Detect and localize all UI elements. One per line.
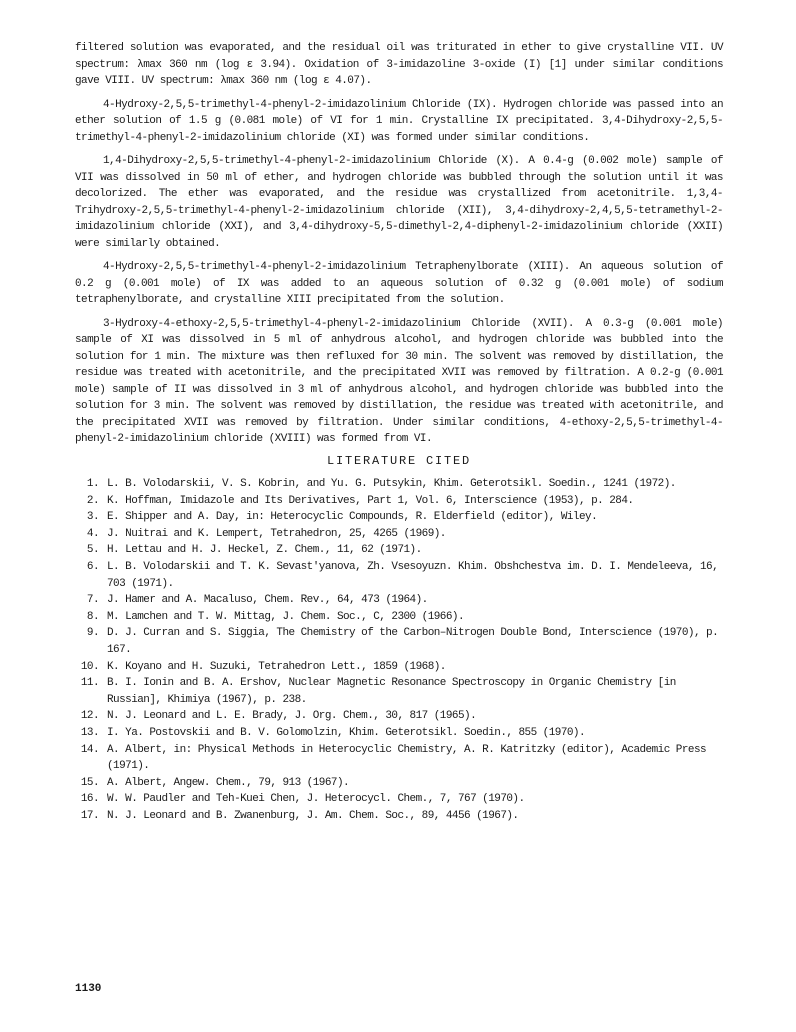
reference-item (75, 708, 723, 725)
reference-item (75, 592, 723, 609)
reference-text: J. Nuitrai and K. Lempert, Tetrahedron, 25, 4265 (1969). (107, 527, 446, 540)
reference-text: I. Ya. Postovskii and B. V. Golomolzin, Khim. Geterotsikl. Soedin., 855 (1970). (107, 726, 586, 739)
reference-number: 15. (80, 776, 99, 789)
reference-item (75, 775, 723, 792)
reference-list (75, 476, 723, 824)
reference-number: 16. (80, 793, 99, 806)
reference-text: A. Albert, Angew. Chem., 79, 913 (1967). (107, 776, 350, 789)
reference-number: 1. (86, 478, 99, 490)
reference-text: W. W. Paudler and Teh-Kuei Chen, J. Heterocycl. Chem., 7, 767 (1970). (107, 793, 525, 806)
paragraph: filtered solution was evaporated, and the residual oil was triturated in ether to give crystalline VII. UV spectrum: λmax 360 nm (log ε 3.94). Oxidation of 3-imidazoline 3-oxide (I) [1] under similar conditions gave VIII. UV spectrum: λmax 360 nm (log ε 4.07). (75, 42, 723, 87)
paragraph: 1,4-Dihydroxy-2,5,5-trimethyl-4-phenyl-2-imidazolinium Chloride (X). A 0.4-g (0.002 mole) sample of VII was dissolved in 50 ml of ether, and hydrogen chloride was bubbled through the solution until it was decolorized. The ether was evaporated, and the residue was crystallized from acetonitrile. 1,3,4-Trihydroxy-2,5,5-trimethyl-4-phenyl-2-imidazolinium chloride (XII), 3,4-dihydroxy-2,4,5,5-tetramethyl-2-imidazolinium chloride (XXI), and 3,4-dihydroxy-5,5-dimethyl-2,4-diphenyl-2-imidazolinium chloride (XXII) were similarly obtained. (75, 155, 723, 250)
reference-text: N. J. Leonard and B. Zwanenburg, J. Am. Chem. Soc., 89, 4456 (1967). (107, 809, 519, 822)
reference-text: A. Albert, in: Physical Methods in Heterocyclic Chemistry, A. R. Katritzky (editor), Academic Press (1971). (107, 743, 707, 773)
reference-text: K. Hoffman, Imidazole and Its Derivatives, Part 1, Vol. 6, Interscience (1953), p. 284. (107, 494, 634, 507)
reference-text: D. J. Curran and S. Siggia, The Chemistry of the Carbon–Nitrogen Double Bond, Interscience (1970), p. 167. (107, 627, 719, 656)
reference-text: L. B. Volodarskii and T. K. Sevast'yanova, Zh. Vsesoyuzn. Khim. Obshchestva im. D. I. Mendeleeva, 16, 703 (1971). (107, 560, 719, 590)
paragraph: 3-Hydroxy-4-ethoxy-2,5,5-trimethyl-4-phenyl-2-imidazolinium Chloride (XVII). A 0.3-g (0.001 mole) sample of XI was dissolved in 5 ml of anhydrous alcohol, and hydrogen chloride was bubbled into the solution for 1 min. The mixture was then refluxed for 30 min. The solvent was removed by distillation, the residue was treated with acetonitrile, and the precipitated XVII was removed by filtration. A 0.2-g (0.001 mole) sample of II was dissolved in 3 ml of anhydrous alcohol, and hydrogen chloride was bubbled into the solution for 3 min. The solvent was removed by distillation, the residue was treated with acetonitrile, and the precipitated XVII was removed by filtration. Under similar conditions, 4-ethoxy-2,5,5-trimethyl-4-phenyl-2-imidazolinium chloride (XVIII) was formed from VI. (75, 317, 723, 445)
reference-text: M. Lamchen and T. W. Mittag, J. Chem. Soc., C, 2300 (1966). (107, 610, 465, 623)
reference-item (75, 542, 723, 559)
reference-number: 11. (80, 677, 99, 690)
reference-text: K. Koyano and H. Suzuki, Tetrahedron Lett., 1859 (1968). (107, 660, 446, 673)
reference-item (75, 609, 723, 626)
reference-number: 3. (86, 511, 99, 524)
page-number: 1130 (75, 983, 102, 995)
reference-item (75, 675, 723, 708)
reference-item (75, 659, 723, 676)
reference-text: L. B. Volodarskii, V. S. Kobrin, and Yu. G. Putsykin, Khim. Geterotsikl. Soedin., 1241 (1972). (107, 478, 676, 490)
reference-item (75, 791, 723, 808)
reference-number: 9. (86, 627, 99, 640)
paragraph: 4-Hydroxy-2,5,5-trimethyl-4-phenyl-2-imidazolinium Chloride (IX). Hydrogen chloride was passed into an ether solution of 1.5 g (0.081 mole) of VI for 1 min. Crystalline IX precipitated. 3,4-Dihydroxy-2,5,5-trimethyl-4-phenyl-2-imidazolinium chloride (XI) was formed under similar conditions. (75, 98, 723, 144)
reference-number: 14. (80, 743, 99, 756)
reference-item (75, 476, 723, 493)
reference-number: 12. (80, 710, 99, 723)
reference-item (75, 725, 723, 742)
reference-text: H. Lettau and H. J. Heckel, Z. Chem., 11, 62 (1971). (107, 544, 422, 557)
reference-number: 10. (80, 660, 99, 673)
reference-item (75, 808, 723, 825)
body-text (75, 40, 723, 455)
reference-item (75, 742, 723, 775)
reference-number: 7. (86, 594, 99, 607)
reference-item (75, 559, 723, 592)
reference-item (75, 625, 723, 658)
reference-text: B. I. Ionin and B. A. Ershov, Nuclear Magnetic Resonance Spectroscopy in Organic Chemistry [in Russian], Khimiya (1967), p. 238. (107, 677, 676, 706)
reference-number: 5. (86, 544, 99, 557)
reference-number: 6. (86, 560, 99, 573)
reference-text: N. J. Leonard and L. E. Brady, J. Org. Chem., 30, 817 (1965). (107, 710, 477, 723)
reference-number: 2. (86, 494, 99, 507)
literature-cited-heading: LITERATURE CITED (326, 454, 472, 468)
reference-item (75, 526, 723, 543)
reference-number: 17. (80, 809, 99, 822)
reference-text: E. Shipper and A. Day, in: Heterocyclic Compounds, R. Elderfield (editor), Wiley. (107, 511, 598, 524)
reference-text: J. Hamer and A. Macaluso, Chem. Rev., 64, 473 (1964). (107, 594, 428, 607)
reference-item (75, 509, 723, 526)
reference-number: 8. (86, 610, 99, 623)
reference-number: 4. (86, 527, 99, 540)
paragraph: 4-Hydroxy-2,5,5-trimethyl-4-phenyl-2-imidazolinium Tetraphenylborate (XIII). An aqueous solution of 0.2 g (0.001 mole) of IX was added to an aqueous solution of 0.32 g (0.001 mole) of sodium tetraphenylborate, and crystalline XIII precipitated from the solution. (75, 261, 723, 306)
reference-item (75, 493, 723, 510)
reference-number: 13. (80, 726, 99, 739)
